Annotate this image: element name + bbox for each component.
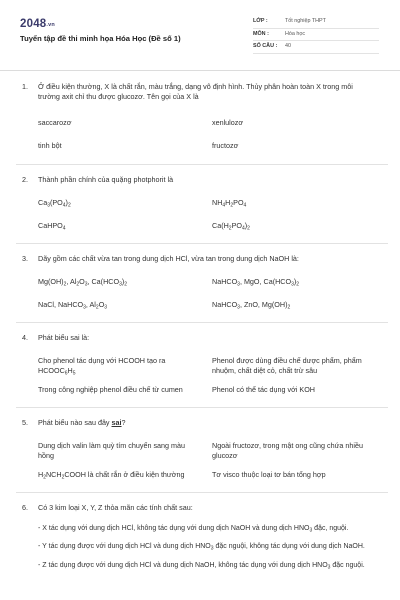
condition-note: - Y tác dụng được với dung dịch HCl và dung dịch $HNO_3$ đặc nguội, không tác dụng với dung dịch NaOH. [38, 543, 365, 552]
answer-option-c[interactable]: NaCl, NaHCO$_3$, $Al_2O_3$ [38, 300, 108, 311]
meta-value: 40 [285, 43, 291, 50]
answer-option-d[interactable]: Tơ visco thuộc loại tơ bán tổng hợp [212, 470, 326, 480]
emphasis-sai: sai [111, 418, 122, 428]
meta-row-count [253, 41, 379, 54]
question-2 [0, 165, 400, 243]
answer-option-b[interactable]: NaHCO$_3$, MgO, $Ca(HCO_3)_2$ [212, 276, 300, 288]
answer-options [38, 277, 382, 322]
answer-option-c[interactable]: tinh bột [38, 141, 62, 151]
meta-key: MÔN : [253, 30, 269, 37]
page-title: Tuyển tập đề thi minh họa Hóa Học (Đề số 1) [20, 34, 181, 43]
answer-option-c[interactable]: Trong công nghiệp phenol điều chế từ cumen [38, 385, 183, 395]
question-list [0, 71, 400, 570]
answer-option-b[interactable]: xenlulozơ [212, 118, 244, 128]
answer-option-d[interactable]: Phenol có thể tác dụng với KOH [212, 385, 316, 395]
question-number: 2. [22, 174, 28, 184]
question-text: Phát biểu nào sau đây sai? [38, 418, 126, 428]
question-text: Thành phần chính của quặng photphorit là [38, 174, 174, 184]
answer-option-d[interactable]: NaHCO$_3$, ZnO, $Mg(OH)_2$ [212, 300, 291, 311]
meta-key: LỚP : [253, 18, 268, 25]
meta-row-class [253, 16, 379, 29]
answer-options [38, 441, 382, 492]
exam-meta-table [253, 16, 379, 54]
question-number: 1. [22, 82, 28, 91]
question-number: 3. [22, 254, 28, 264]
question-6 [0, 493, 400, 570]
meta-value: Hóa học [285, 30, 306, 37]
meta-key: SỐ CÂU : [253, 43, 278, 50]
answer-option-a[interactable]: $Ca_3(PO_4)_2$ [38, 197, 71, 209]
question-5 [0, 408, 400, 492]
meta-value: Tốt nghiệp THPT [285, 18, 326, 25]
condition-note: - Z tác dụng được với dung dịch HCl và dung dịch NaOH, không tác dụng với dung dịch $HNO_3$ đặc nguội. [38, 561, 365, 571]
answer-option-a[interactable]: $Mg(OH)_2$, $Al_2O_3$, $Ca(HCO_3)_2$ [38, 276, 128, 288]
question-text: Phát biểu sai là: [38, 333, 90, 343]
answer-option-a[interactable]: saccarozơ [38, 118, 72, 128]
answer-option-c[interactable]: CaHPO$_4$ [38, 221, 66, 232]
question-number: 5. [22, 418, 28, 428]
question-number: 4. [22, 333, 28, 343]
question-3 [0, 244, 400, 322]
question-number: 6. [22, 502, 28, 512]
answer-option-a[interactable]: Dung dịch valin làm quỳ tím chuyển sang màu hồng [38, 440, 186, 460]
answer-option-b[interactable]: Ngoài fructozơ, trong mật ong cũng chứa nhiều glucozơ [212, 440, 363, 460]
question-text: Ở điều kiện thường, X là chất rắn, màu trắng, dạng vô định hình. Thủy phân hoàn toàn X trong môi trường axit chỉ thu được glucozơ. Tên gọi của X là [38, 82, 353, 101]
question-text: Có 3 kim loại X, Y, Z thỏa mãn các tính chất sau: [38, 502, 193, 512]
page-header [0, 0, 400, 70]
answer-option-b[interactable]: Phenol được dùng điều chế dược phẩm, phẩm nhuộm, chất diệt cỏ, chất trừ sâu [212, 355, 362, 375]
question-1 [0, 71, 400, 164]
answer-options [38, 356, 382, 407]
question-text: Dãy gồm các chất vừa tan trong dung dịch HCl, vừa tan trong dung dịch NaOH là: [38, 254, 299, 264]
answer-option-c[interactable]: $H_2NCH_2COOH$ là chất rắn ở điều kiện thường [38, 470, 185, 481]
answer-option-d[interactable]: $Ca(H_2PO_4)_2$ [212, 221, 250, 232]
answer-option-b[interactable]: $NH_4H_2PO_4$ [212, 197, 247, 209]
site-logo[interactable]: 2048.vn [20, 18, 55, 30]
answer-option-d[interactable]: fructozơ [212, 141, 239, 151]
meta-row-subject [253, 29, 379, 42]
answer-options [38, 118, 382, 163]
condition-note: - X tác dụng với dung dịch HCl, không tác dụng với dung dịch NaOH và dung dịch $HNO_3$ đặc, nguội. [38, 524, 349, 534]
answer-option-a[interactable]: Cho phenol tác dụng với HCOOH tạo ra $HCOOC_6H_5$ [38, 355, 166, 377]
answer-options [38, 198, 382, 243]
question-4 [0, 323, 400, 407]
